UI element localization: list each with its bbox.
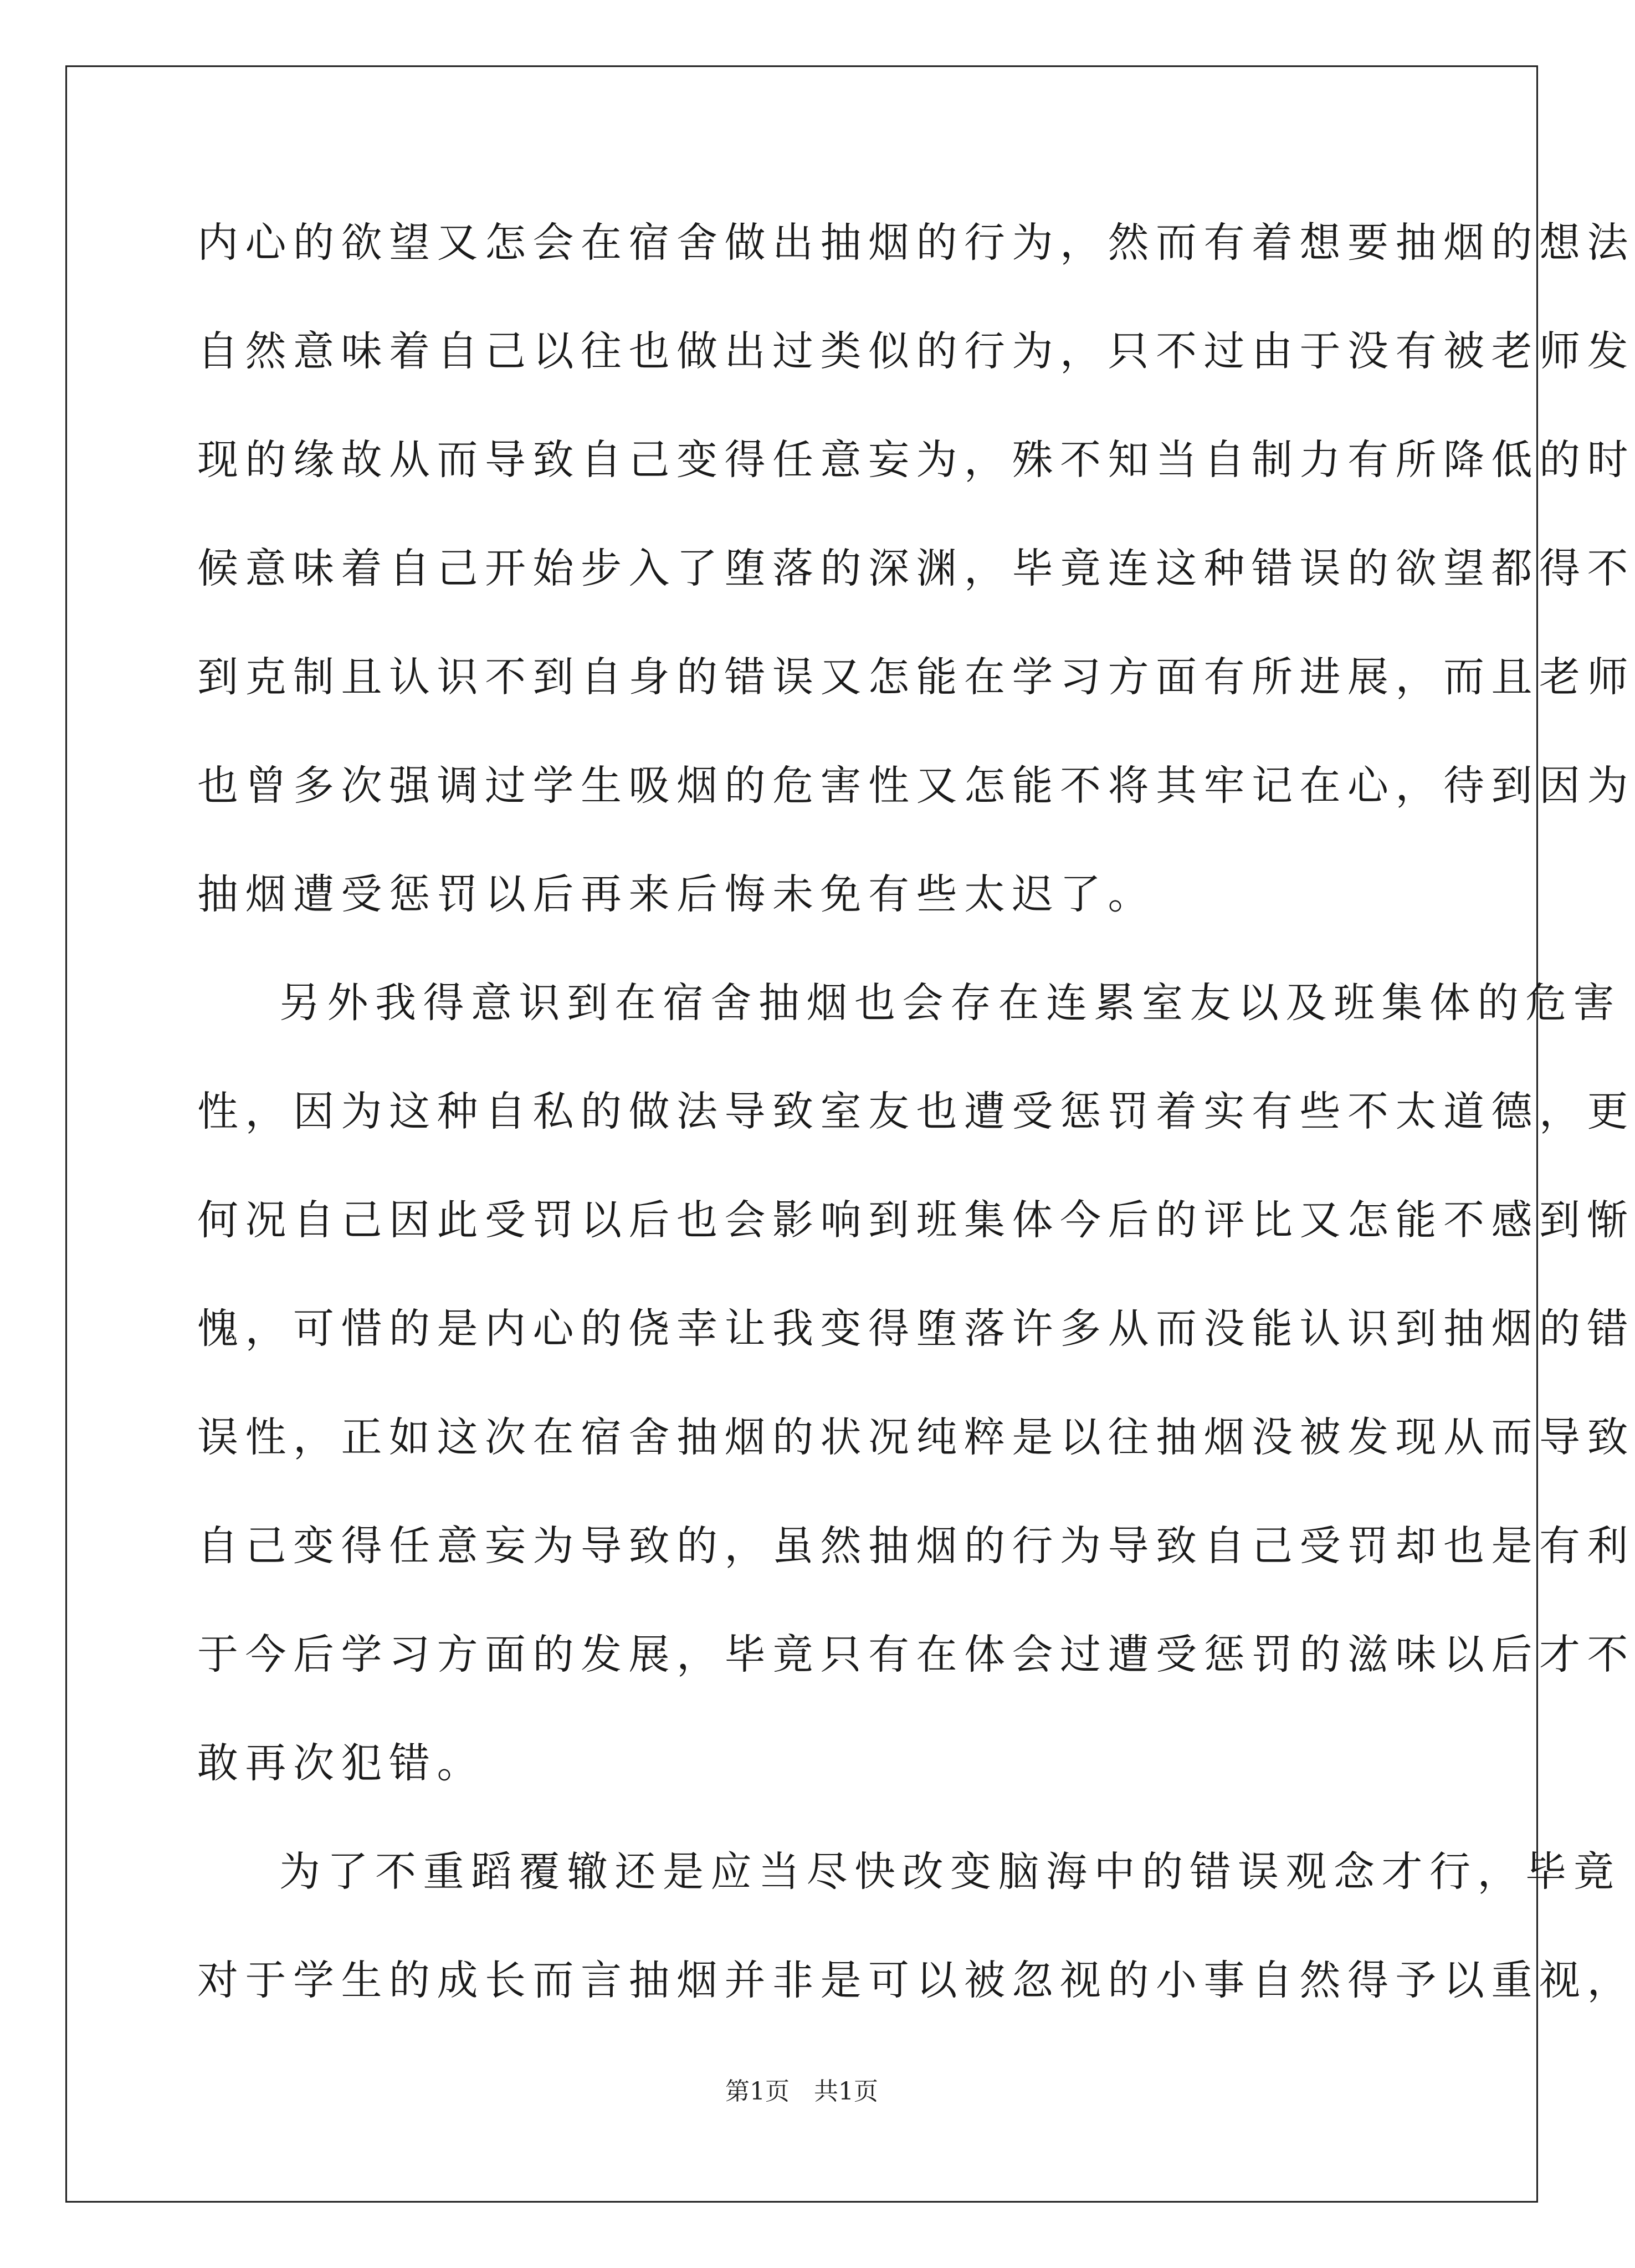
text-line: 到克制且认识不到自身的错误又怎能在学习方面有所进展，而且老师	[197, 653, 1635, 701]
text-line: 何况自己因此受罚以后也会影响到班集体今后的评比又怎能不感到惭	[197, 1196, 1635, 1244]
page-footer: 第1页 共1页	[725, 2077, 878, 2106]
text-line: 也曾多次强调过学生吸烟的危害性又怎能不将其牢记在心，待到因为	[197, 762, 1635, 810]
text-line: 愧，可惜的是内心的侥幸让我变得堕落许多从而没能认识到抽烟的错	[197, 1305, 1635, 1353]
text-line: 性，因为这种自私的做法导致室友也遭受惩罚着实有些不太道德，更	[197, 1088, 1635, 1135]
text-line: 候意味着自己开始步入了堕落的深渊，毕竟连这种错误的欲望都得不	[197, 545, 1635, 592]
text-line: 对于学生的成长而言抽烟并非是可以被忽视的小事自然得予以重视，	[197, 1957, 1635, 2004]
text-line: 自己变得任意妄为导致的，虽然抽烟的行为导致自己受罚却也是有利	[197, 1522, 1635, 1570]
text-line: 自然意味着自己以往也做出过类似的行为，只不过由于没有被老师发	[197, 327, 1635, 375]
paragraph-first-line: 为了不重蹈覆辙还是应当尽快改变脑海中的错误观念才行，毕竟	[279, 1848, 1621, 1896]
paragraph-first-line: 另外我得意识到在宿舍抽烟也会存在连累室友以及班集体的危害	[279, 979, 1621, 1027]
document-body	[197, 188, 1635, 2035]
text-line: 抽烟遭受惩罚以后再来后悔未免有些太迟了。	[197, 871, 1156, 918]
text-line: 内心的欲望又怎会在宿舍做出抽烟的行为，然而有着想要抽烟的想法	[197, 219, 1635, 267]
text-line: 于今后学习方面的发展，毕竟只有在体会过遭受惩罚的滋味以后才不	[197, 1631, 1635, 1678]
text-line: 误性，正如这次在宿舍抽烟的状况纯粹是以往抽烟没被发现从而导致	[197, 1414, 1635, 1461]
text-line: 现的缘故从而导致自己变得任意妄为，殊不知当自制力有所降低的时	[197, 436, 1635, 484]
text-line: 敢再次犯错。	[197, 1739, 485, 1787]
